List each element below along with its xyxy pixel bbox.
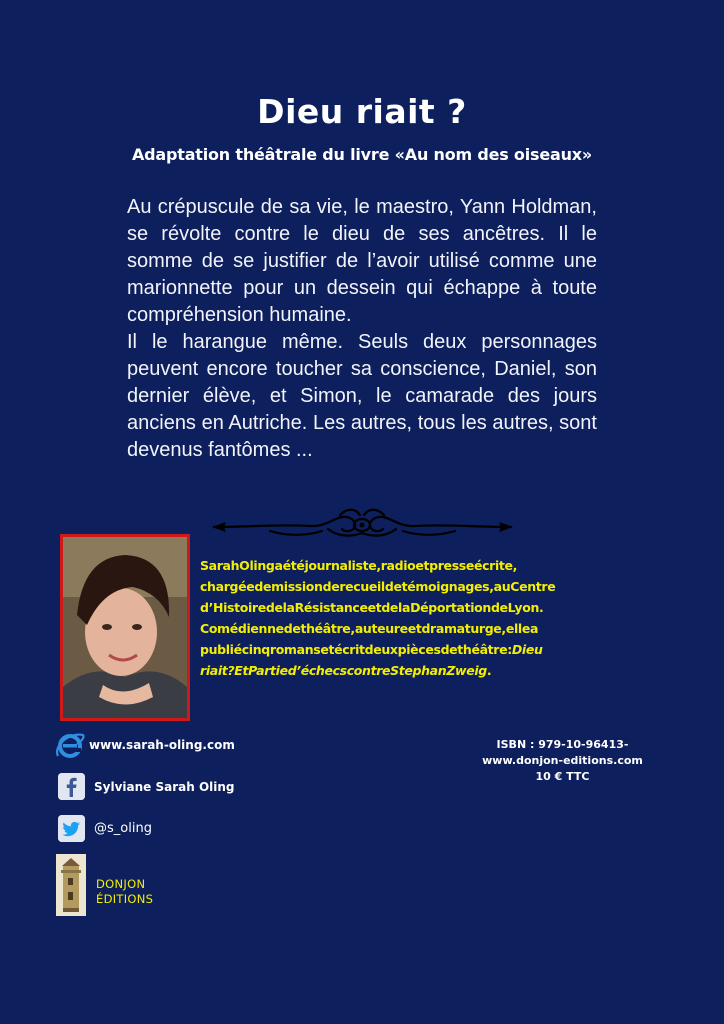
website-label: www.sarah-oling.com [89, 738, 235, 752]
twitter-icon [58, 815, 85, 842]
publisher-line-2: ÉDITIONS [96, 892, 154, 906]
synopsis-paragraph-2: Il le harangue même. Seuls deux personnages peuvent encore toucher sa conscience, Daniel, son dernier élève, et Simon, le camarade des jours anciens en Autriche. Les autres, tous les autres, sont devenus fantômes ... [127, 331, 597, 461]
bio-text: publiécinqromansetécritdeuxpiècesdethéâtre: [200, 642, 512, 657]
bio-line: SarahOlingaétéjournaliste,radioetpresseécrite, [200, 558, 518, 573]
book-subtitle: Adaptation théâtrale du livre «Au nom des oiseaux» [131, 145, 593, 164]
price: 10 € TTC [535, 770, 590, 783]
bio-line: chargéedemissionderecueildetémoignages,auCentre [200, 579, 556, 594]
ornament-divider [210, 507, 515, 543]
bio-line [200, 639, 595, 660]
bio-book-title: Dieu [511, 642, 543, 657]
isbn-number: ISBN : 979-10-96413- [496, 738, 629, 751]
author-photo [60, 534, 190, 721]
internet-explorer-icon [55, 730, 85, 760]
bio-line: Comédiennedethéâtre,auteureetdramaturge,ellea [200, 621, 539, 636]
author-bio [200, 555, 595, 681]
publisher-line-1: DONJON [96, 877, 146, 891]
donjon-tower-logo [56, 854, 86, 916]
website-link[interactable] [55, 730, 235, 760]
publisher-website: www.donjon-editions.com [482, 754, 643, 767]
isbn-block [470, 737, 655, 785]
synopsis-paragraph-1: Au crépuscule de sa vie, le maestro, Yann Holdman, se révolte contre le dieu de ses ancêtres. Il le somme de se justifier de l’avoir utilisé comme une marionnette pour un dessein qui échappe à toute compréhension humaine. [127, 196, 597, 326]
book-title: Dieu riait ? [257, 92, 467, 131]
bio-line [200, 660, 595, 681]
facebook-icon [58, 773, 85, 800]
facebook-label: Sylviane Sarah Oling [94, 779, 235, 794]
bio-book-title: riait?EtPartied’échecscontreStephanZweig [200, 663, 487, 678]
bio-line: d’HistoiredelaRésistanceetdelaDéportationdeLyon. [200, 600, 544, 615]
publisher-name [96, 877, 153, 907]
synopsis [127, 194, 597, 464]
twitter-link[interactable] [58, 815, 152, 842]
bio-text: . [486, 663, 492, 678]
facebook-link[interactable] [58, 773, 235, 800]
twitter-label: @s_oling [94, 821, 152, 836]
